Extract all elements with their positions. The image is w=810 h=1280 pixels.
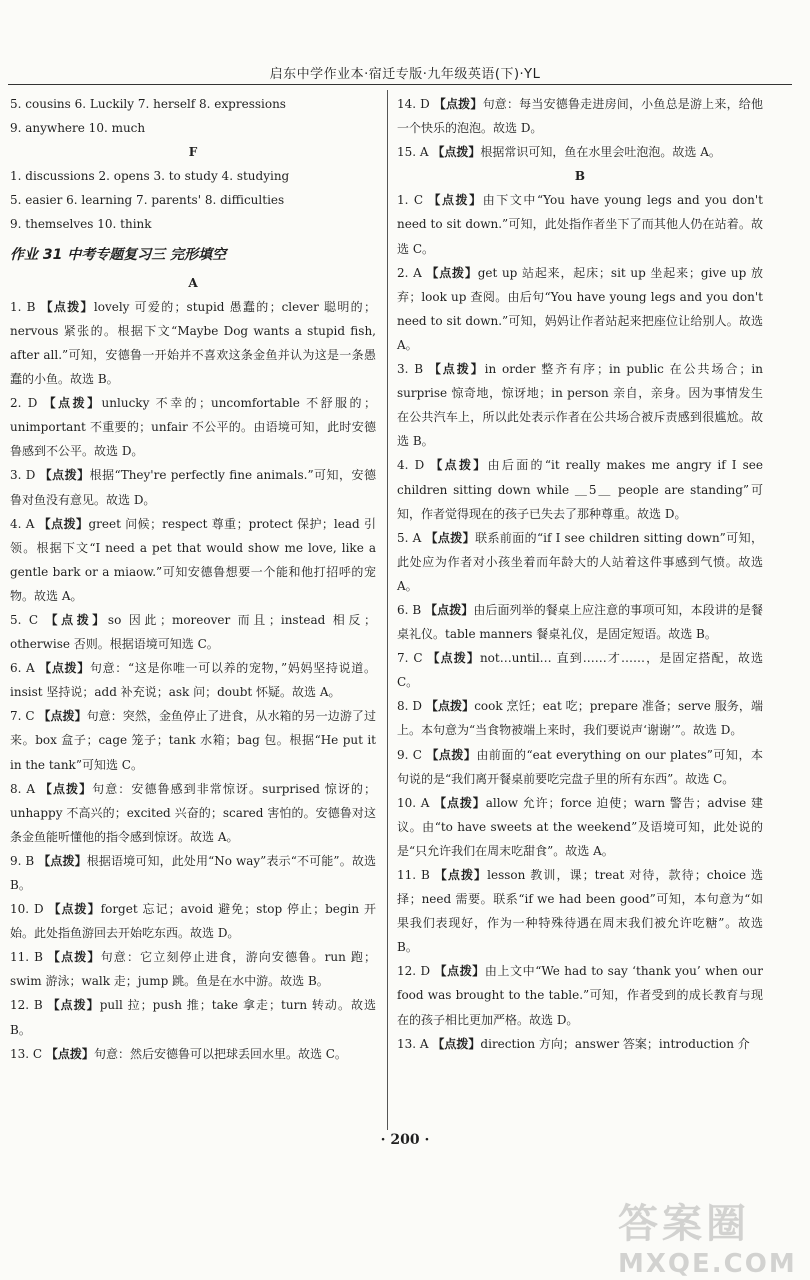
answer-item <box>10 656 376 704</box>
item-explanation: 句意：安德鲁感到非常惊讶。surprised 惊讶的；unhappy 不高兴的；excited 兴奋的；scared 害怕的。安德鲁对这条金鱼能听懂他的指令感到惊讶。故选 A。 <box>10 781 376 844</box>
item-number: 3. B <box>397 362 424 377</box>
item-explanation: get up 站起来，起床；sit up 坐起来；give up 放弃；look up 查阅。由后句“You have young legs and you don't need to sit down.”可知，妈妈让作者站起来把座位让给别人。故选 A。 <box>397 265 763 352</box>
tip-label: 【点拨】 <box>39 661 90 676</box>
answer-item <box>397 791 763 863</box>
item-explanation: 句意：每当安德鲁走进房间，小鱼总是游上来，给他一个快乐的泡泡。故选 D。 <box>397 97 763 136</box>
item-number: 11. B <box>397 868 430 882</box>
item-explanation: 根据语境可知，此处用“No way”表示“不可能”。故选 B。 <box>10 853 376 892</box>
answer-item <box>10 704 376 776</box>
item-explanation: 句意：突然，金鱼停止了进食，从水箱的另一边游了过来。box 盒子；cage 笼子；tank 水箱；bag 包。根据“He put it in the tank”可知选 C。 <box>10 709 376 772</box>
tip-label: 【点拨】 <box>43 396 102 411</box>
item-number: 13. A <box>397 1036 429 1051</box>
answer-item <box>397 646 763 694</box>
tip-label: 【点拨】 <box>38 853 87 868</box>
item-number: 5. C <box>10 612 39 627</box>
item-explanation: 由前面的“eat everything on our plates”可知，本句说的是“我们离开餐桌前要吃完盘子里的所有东西”。故选 C。 <box>397 747 763 786</box>
answer-line: 5. cousins 6. Luckily 7. herself 8. expressions <box>10 97 286 111</box>
answer-line: 9. themselves 10. think <box>10 217 152 232</box>
item-number: 3. D <box>10 468 36 483</box>
tip-label: 【点拨】 <box>428 362 485 377</box>
answer-item <box>397 92 763 140</box>
item-explanation: 由后面列举的餐桌上应注意的事项可知，本段讲的是餐桌礼仪。table manners 餐桌礼仪，是固定短语。故选 B。 <box>397 602 763 642</box>
answer-list-a-continued <box>397 92 763 164</box>
item-explanation: in order 整齐有序；in public 在公共场合；in surprise 惊奇地，惊讶地；in person 亲自，亲身。因为事情发生在公共汽车上，所以此处表示作者在公共场合被斥责感到很尴尬。故选 B。 <box>397 362 763 449</box>
tip-label: 【点拨】 <box>427 651 480 666</box>
watermark-text: 答案圈 <box>618 1201 750 1247</box>
answer-item <box>397 598 763 646</box>
item-number: 5. A <box>397 530 422 545</box>
tip-label: 【点拨】 <box>434 964 485 979</box>
item-number: 10. A <box>397 795 430 810</box>
answer-item <box>397 453 763 525</box>
item-number: 11. B <box>10 950 43 965</box>
answer-item <box>10 463 376 511</box>
answer-item <box>397 959 763 1031</box>
answer-item <box>10 1042 376 1066</box>
tip-label: 【点拨】 <box>430 458 488 473</box>
answer-line: 9. anywhere 10. much <box>10 121 146 136</box>
section-heading-b: B <box>574 169 586 184</box>
item-number: 8. D <box>397 699 422 714</box>
tip-label: 【点拨】 <box>45 612 108 627</box>
tip-label: 【点拨】 <box>434 868 488 882</box>
item-explanation: 由上文中“We had to say ‘thank you’ when our food was brought to the table.”可知，作者受到的成长教育与现在的孩子相比更加严格。故选 D。 <box>397 964 763 1027</box>
answer-item <box>10 608 376 656</box>
tip-label: 【点拨】 <box>433 97 483 111</box>
answer-line: 5. easier 6. learning 7. parents' 8. difficulties <box>10 193 285 208</box>
right-column <box>397 92 763 1056</box>
item-number: 7. C <box>397 651 423 666</box>
section-heading-f: F <box>188 145 198 160</box>
assignment-title: 作业 31 中考专题复习三 完形填空 <box>10 246 227 263</box>
item-number: 10. D <box>10 902 44 917</box>
tip-label: 【点拨】 <box>48 902 101 917</box>
answer-item <box>397 1032 763 1056</box>
answer-item <box>10 897 376 945</box>
item-explanation: 根据常识可知，鱼在水里会吐泡泡。故选 A。 <box>480 145 721 160</box>
item-explanation: 联系前面的“if I see children sitting down”可知，此处应为作者对小孩坐着而年龄大的人站着这件事感到气愤。故选 A。 <box>397 530 763 593</box>
item-explanation: pull 拉；push 推；take 拿走；turn 转动。故选 B。 <box>10 998 376 1037</box>
tip-label: 【点拨】 <box>428 193 483 208</box>
tip-label: 【点拨】 <box>45 1046 94 1061</box>
item-number: 12. D <box>397 964 431 979</box>
item-number: 9. C <box>397 747 422 762</box>
tip-label: 【点拨】 <box>47 998 100 1013</box>
item-explanation: 由下文中“You have young legs and you don't need to sit down.”可知，此处指作者坐下了而其他人仍在站着。故选 C。 <box>397 193 763 256</box>
tip-label: 【点拨】 <box>39 468 90 483</box>
item-explanation: 由后面的“it really makes me angry if I see children sitting down while ＿5＿ people are standing”可知，作者觉得现在的孩子已失去了那种尊重。故选 D。 <box>397 458 763 521</box>
tip-label: 【点拨】 <box>425 602 474 617</box>
column-divider <box>387 90 388 1130</box>
watermark-url: MXQE.COM <box>618 1249 797 1279</box>
tip-label: 【点拨】 <box>39 781 93 796</box>
item-explanation: 句意：然后安德鲁可以把球丢回水里。故选 C。 <box>93 1046 347 1061</box>
item-explanation: not…until… 直到……才……，是固定搭配，故选 C。 <box>397 651 763 690</box>
running-header: 启东中学作业本·宿迁专版·九年级英语(下)·YL <box>269 67 541 82</box>
item-explanation: direction 方向；answer 答案；introduction 介 <box>480 1036 750 1051</box>
item-number: 8. A <box>10 781 35 796</box>
item-number: 2. D <box>10 396 38 411</box>
tip-label: 【点拨】 <box>425 530 476 545</box>
answer-item <box>397 863 763 959</box>
tip-label: 【点拨】 <box>432 1036 481 1051</box>
item-number: 13. C <box>10 1046 43 1061</box>
item-explanation: cook 烹饪；eat 吃；prepare 准备；serve 服务，端上。本句意为“当食物被端上来时，我们要说声‘谢谢’”。故选 D。 <box>397 699 763 738</box>
item-number: 7. C <box>10 709 35 724</box>
tip-label: 【点拨】 <box>38 516 89 531</box>
item-number: 12. B <box>10 998 43 1013</box>
answer-item <box>10 777 376 849</box>
item-explanation: 根据“They're perfectly fine animals.”可知，安德鲁对鱼没有意见。故选 D。 <box>10 468 376 507</box>
item-explanation: 句意：“这是你唯一可以养的宠物，”妈妈坚持说道。insist 坚持说；add 补充说；ask 问；doubt 怀疑。故选 A。 <box>10 661 376 700</box>
item-number: 1. B <box>10 299 36 314</box>
tip-label: 【点拨】 <box>47 950 101 965</box>
watermark-logo <box>618 1192 798 1279</box>
answer-item <box>10 945 376 993</box>
tip-label: 【点拨】 <box>434 795 486 810</box>
header-rule <box>8 84 792 85</box>
answer-item <box>397 526 763 598</box>
answer-line: 1. discussions 2. opens 3. to study 4. studying <box>10 169 290 184</box>
tip-label: 【点拨】 <box>425 699 475 714</box>
answer-item <box>397 188 763 260</box>
tip-label: 【点拨】 <box>426 747 477 762</box>
item-number: 15. A <box>397 145 429 160</box>
answer-item <box>397 261 763 357</box>
item-number: 4. A <box>10 516 35 531</box>
item-explanation: lovely 可爱的；stupid 愚蠢的；clever 聪明的；nervous 紧张的。根据下文“Maybe Dog wants a stupid fish, after all.”可知，安德鲁一开始并不喜欢这条金鱼并认为这是一条愚蠢的小鱼。故选 B。 <box>10 299 376 387</box>
item-number: 2. A <box>397 265 422 280</box>
item-number: 6. A <box>10 661 35 676</box>
item-explanation: greet 问候；respect 尊重；protect 保护；lead 引领。根据下文“I need a pet that would show me love, like a gentle bark or a miaow.”可知安德鲁想要一个能和他打招呼的宠物。故选 A。 <box>10 516 376 603</box>
item-number: 9. B <box>10 853 35 868</box>
item-explanation: unlucky 不幸的；uncomfortable 不舒服的；unimportant 不重要的；unfair 不公平的。由语境可知，此时安德鲁感到不公平。故选 D。 <box>10 396 376 459</box>
answer-item <box>10 849 376 897</box>
item-number: 1. C <box>397 193 424 208</box>
item-explanation: 句意：它立刻停止进食，游向安德鲁。run 跑；swim 游泳；walk 走；jump 跳。鱼是在水中游。故选 B。 <box>10 950 376 989</box>
answer-item <box>10 391 376 463</box>
answer-list-b <box>397 188 763 1055</box>
section-heading-a: A <box>188 275 198 290</box>
item-number: 14. D <box>397 97 430 111</box>
answer-item <box>397 357 763 453</box>
left-column <box>10 92 376 1066</box>
item-number: 4. D <box>397 458 425 473</box>
item-explanation: allow 允许；force 迫使；warn 警告；advise 建议。由“to have sweets at the weekend”及语境可知，此处说的是“只允许我们在周末吃甜食”。故选 A。 <box>397 795 763 858</box>
item-explanation: lesson 教训，课；treat 对待，款待；choice 选择；need 需要。联系“if we had been good”可知，本句意为“如果我们表现好，作为一种特殊待遇在周末我们被允许吃糖”。故选 B。 <box>397 868 763 955</box>
item-explanation: so 因此；moreover 而且；instead 相反；otherwise 否则。根据语境可知选 C。 <box>10 612 376 652</box>
answer-item <box>397 140 763 164</box>
item-explanation: forget 忘记；avoid 避免；stop 停止；begin 开始。此处指鱼游回去开始吃东西。故选 D。 <box>10 902 376 941</box>
answer-item <box>10 295 376 391</box>
tip-label: 【点拨】 <box>38 709 87 724</box>
tip-label: 【点拨】 <box>432 145 481 160</box>
tip-label: 【点拨】 <box>40 299 94 314</box>
tip-label: 【点拨】 <box>426 265 478 280</box>
page-number: · 200 · <box>380 1132 430 1148</box>
item-number: 6. B <box>397 602 422 617</box>
answer-item <box>10 993 376 1041</box>
answer-item <box>397 694 763 742</box>
answer-item <box>10 512 376 608</box>
answer-list-a <box>10 295 376 1066</box>
answer-item <box>397 743 763 791</box>
